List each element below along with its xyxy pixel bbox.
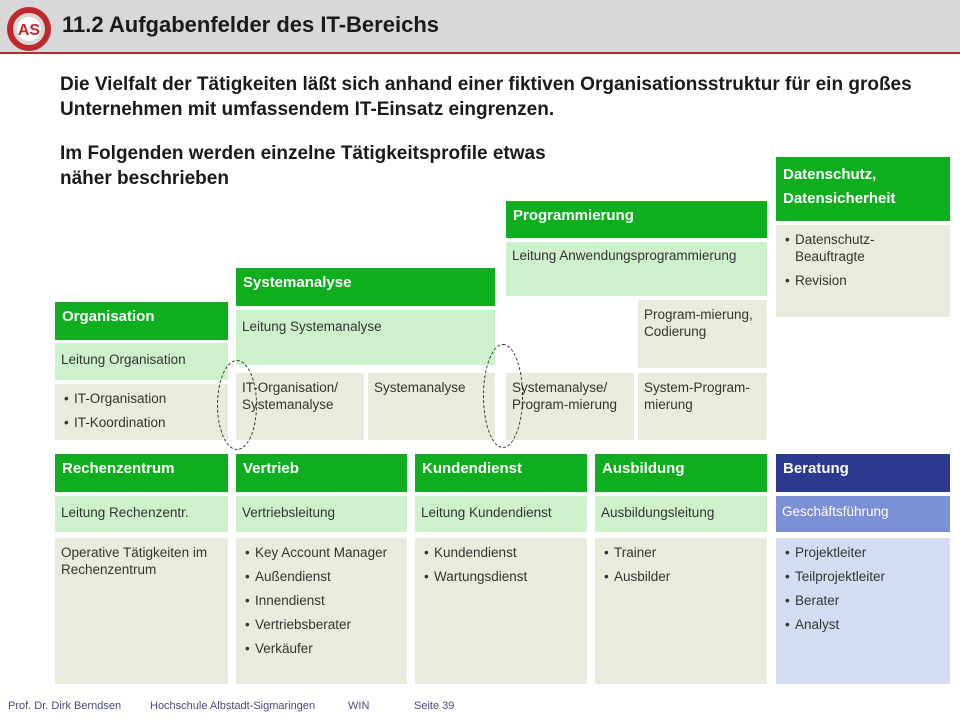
list-item: • Verkäufer <box>255 640 401 657</box>
page-title: 11.2 Aufgabenfelder des IT-Bereichs <box>62 12 439 37</box>
vertrieb-items <box>236 538 407 684</box>
intro-text-2: Im Folgenden werden einzelne Tätigkeitsprofile etwas näher beschrieben <box>60 143 546 189</box>
vertrieb-lead: Vertriebsleitung <box>236 496 407 532</box>
footer-page: Seite 39 <box>414 700 455 712</box>
list-item: • Vertriebsberater <box>255 616 401 633</box>
list-item: • Wartungsdienst <box>434 568 581 585</box>
kundendienst-header: Kundendienst <box>415 454 587 492</box>
as-logo <box>6 2 52 56</box>
datenschutz-items <box>776 225 950 317</box>
kundendienst-items <box>415 538 587 684</box>
programmierung-sub-left: Systemanalyse/ Program-mierung <box>506 373 634 440</box>
list-item: • Außendienst <box>255 568 401 585</box>
intro-text: Die Vielfalt der Tätigkeiten läßt sich anhand einer fiktiven Organisationsstruktur für ein großes Unternehmen mit umfassendem IT-Einsatz eingrenzen. <box>60 74 912 120</box>
list-item: • Key Account Manager <box>255 544 401 561</box>
list-item: • Trainer <box>614 544 761 561</box>
organisation-lead: Leitung Organisation <box>55 343 228 380</box>
programmierung-lead: Leitung Anwendungsprogrammierung <box>506 242 767 296</box>
list-item: • Kundendienst <box>434 544 581 561</box>
list-item: • Berater <box>795 592 944 609</box>
title-underline <box>0 52 960 54</box>
list-item: • Revision <box>795 272 944 289</box>
list-item: • IT-Organisation <box>74 390 222 407</box>
systemanalyse-lead: Leitung Systemanalyse <box>236 310 495 365</box>
list-item: • Datenschutz-Beauftragte <box>795 231 944 265</box>
organisation-items <box>55 384 228 440</box>
kundendienst-lead: Leitung Kundendienst <box>415 496 587 532</box>
systemanalyse-sub-2: Systemanalyse <box>368 373 495 440</box>
footer-program: WIN <box>348 700 370 712</box>
footer-author: Prof. Dr. Dirk Berndsen <box>8 700 122 712</box>
list-item: • Analyst <box>795 616 944 633</box>
ausbildung-lead: Ausbildungsleitung <box>595 496 767 532</box>
systemanalyse-sub-1: IT-Organisation/ Systemanalyse <box>236 373 364 440</box>
ausbildung-header: Ausbildung <box>595 454 767 492</box>
list-item: • Teilprojektleiter <box>795 568 944 585</box>
footer-school: Hochschule Albstadt-Sigmaringen <box>150 700 316 712</box>
list-item: • Projektleiter <box>795 544 944 561</box>
list-item: • Ausbilder <box>614 568 761 585</box>
rechenzentrum-body: Operative Tätigkeiten im Rechenzentrum <box>55 538 228 684</box>
systemanalyse-header: Systemanalyse <box>236 268 495 306</box>
programmierung-header: Programmierung <box>506 201 767 238</box>
rechenzentrum-header: Rechenzentrum <box>55 454 228 492</box>
list-item: • Innendienst <box>255 592 401 609</box>
overlap-ellipse-right <box>483 344 523 448</box>
organisation-header: Organisation <box>55 302 228 340</box>
list-item: • IT-Koordination <box>74 414 222 431</box>
ausbildung-items <box>595 538 767 684</box>
programmierung-sub-top: Program-mierung, Codierung <box>638 300 767 368</box>
overlap-ellipse-left <box>217 360 257 450</box>
vertrieb-header: Vertrieb <box>236 454 407 492</box>
beratung-header: Beratung <box>776 454 950 492</box>
rechenzentrum-lead: Leitung Rechenzentr. <box>55 496 228 532</box>
beratung-items <box>776 538 950 684</box>
datenschutz-header: Datenschutz, Datensicherheit <box>776 157 950 221</box>
logo-text: AS <box>17 22 41 39</box>
beratung-lead: Geschäftsführung <box>776 496 950 532</box>
programmierung-sub-bottom: System-Program-mierung <box>638 373 767 440</box>
